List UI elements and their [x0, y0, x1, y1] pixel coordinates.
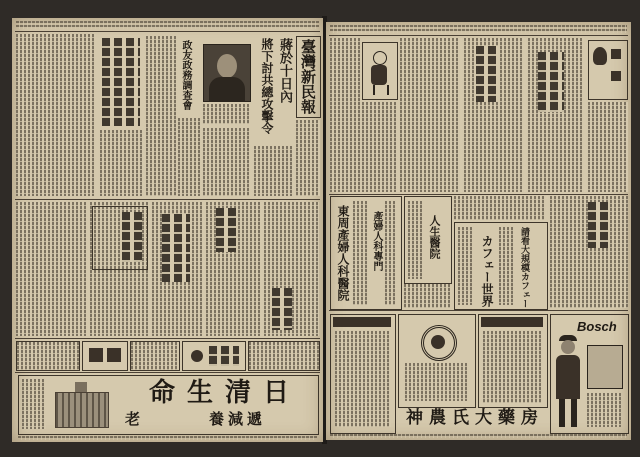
corner-illustration [588, 40, 628, 100]
section-rule [15, 199, 320, 200]
article-headline-block [538, 52, 564, 112]
small-ad [82, 341, 128, 371]
medicine-ad [478, 314, 548, 408]
pharmacy-emblem-ad [398, 314, 476, 408]
section-rule [329, 310, 628, 311]
ad-fine-print [22, 379, 46, 429]
main-headline-line-2: 將下討共總攻擊令 [260, 38, 274, 134]
corner-figure [593, 47, 607, 65]
clinic-fine-print [353, 201, 367, 305]
article-text-column [146, 36, 176, 196]
small-ad [182, 341, 246, 371]
cafe-fine-print [458, 227, 474, 305]
ad-mark [191, 350, 203, 362]
ad-mark [611, 71, 621, 81]
building-illustration [53, 382, 109, 428]
article-text-column [16, 34, 96, 196]
right-page [326, 22, 631, 440]
bosch-logo: Bosch [577, 319, 617, 334]
article-headline-block [588, 202, 610, 248]
ad-fine-print [483, 331, 543, 403]
article-text-column [400, 38, 460, 192]
portrait-face [217, 54, 237, 78]
clinic-fine-print [385, 201, 397, 305]
insurance-product-a: 老 [125, 410, 141, 428]
page-header-band [330, 25, 627, 33]
article-headline-block [476, 46, 500, 102]
hospital-fine-print [408, 201, 422, 279]
emblem-core [431, 335, 445, 349]
article-headline-block [216, 208, 236, 252]
page-footer-band [330, 434, 627, 438]
clinic-specialty: 產婦人科專門 [371, 211, 382, 271]
mechanic-head [561, 340, 575, 354]
ad-text-block [209, 346, 239, 366]
ad-mark [89, 348, 103, 362]
bosch-ad [550, 314, 629, 434]
article-text-column [454, 196, 546, 220]
insurance-brand: 命生清日 [149, 378, 302, 408]
page-header-band [16, 21, 319, 29]
article-text-column [330, 38, 360, 192]
insurance-ad [18, 375, 319, 435]
article-text-column [178, 118, 200, 196]
building-tower [75, 382, 87, 392]
ad-mark [107, 348, 121, 362]
article-text-column [404, 284, 450, 308]
section-rule [15, 338, 320, 339]
portrait-uniform [209, 77, 245, 102]
article-text-column [362, 102, 396, 192]
pharmacy-name: 神農氏大藥房 [406, 408, 544, 428]
section-rule [15, 372, 320, 373]
header-rule [15, 31, 320, 32]
article-headline-block [122, 212, 142, 262]
section-rule [329, 194, 628, 195]
main-headline-line-1: 蔣於十日內 [277, 38, 292, 103]
hospital-ad [404, 196, 452, 284]
portrait-photo [203, 44, 251, 102]
article-subhead: 政友政務調查會 [180, 40, 191, 110]
photo-caption [203, 104, 249, 124]
cafe-name: カフェー世界 [480, 235, 494, 307]
article-headline-block [162, 214, 190, 282]
masthead-dateline [296, 120, 320, 196]
article-headline-block [102, 38, 140, 126]
spark-plug-box [587, 345, 623, 389]
cafe-fine-print [499, 227, 513, 305]
mechanic-body [556, 355, 580, 399]
cafe-ad [454, 222, 548, 310]
clinic-ad [330, 196, 402, 310]
ad-header-strip [481, 317, 543, 327]
cartoon-head [373, 51, 387, 65]
clinic-name: 東周產婦人科醫院 [336, 205, 350, 301]
ad-fine-print [587, 393, 621, 427]
mechanic-legs [559, 399, 577, 427]
masthead-title: 臺灣新民報 [299, 39, 317, 114]
article-headline-block [272, 288, 292, 330]
ad-mark [611, 49, 621, 59]
cartoon-legs [373, 85, 389, 95]
ad-fine-print [335, 331, 391, 427]
article-text-column [100, 130, 144, 196]
insurance-product-b: 養減遞 [209, 410, 267, 428]
medicine-ad [330, 314, 396, 434]
ad-fine-print [405, 363, 469, 401]
masthead-box [296, 36, 321, 118]
hospital-name: 人生醫院 [428, 215, 441, 259]
ad-header-strip [333, 317, 391, 327]
cafe-slogan: 請看大規模カフェー [519, 227, 529, 308]
article-text-column [203, 128, 249, 196]
article-text-column [16, 202, 86, 336]
building-body [55, 392, 109, 428]
cartoon-illustration [362, 42, 398, 100]
left-page [12, 18, 323, 442]
article-text-column [254, 146, 294, 196]
page-footer-band [18, 436, 317, 440]
article-text-column [588, 102, 628, 192]
cartoon-body [371, 65, 387, 85]
small-ad [248, 341, 320, 371]
small-ad [130, 341, 180, 371]
header-rule [329, 35, 628, 36]
small-ad [16, 341, 80, 371]
